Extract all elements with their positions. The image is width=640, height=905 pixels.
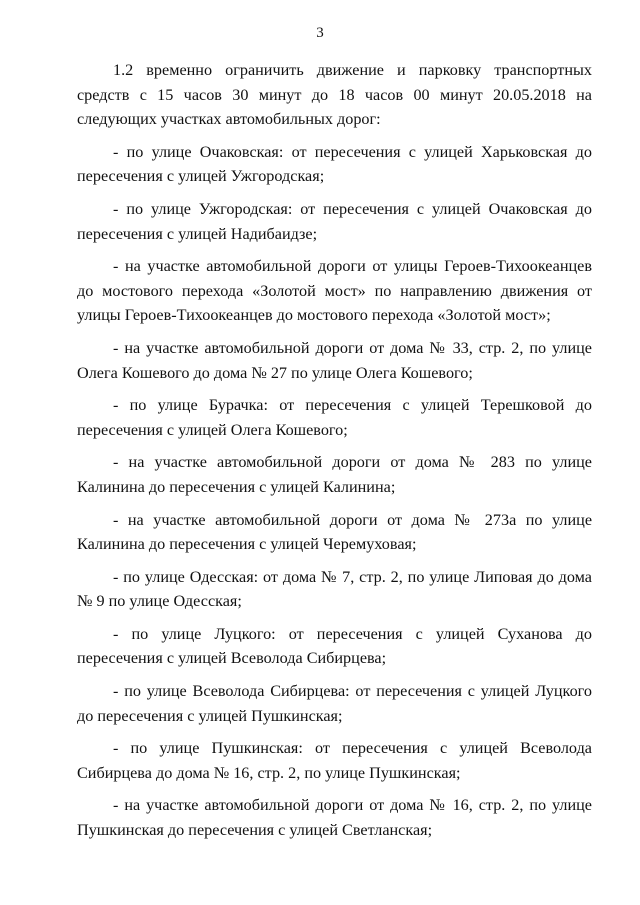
document-body xyxy=(77,58,592,851)
paragraph-sibirtseva: - по улице Всеволода Сибирцева: от пересечения с улицей Луцкого до пересечения с улицей Пушкинская; xyxy=(77,682,592,725)
paragraph-kalinina-283: - на участке автомобильной дороги от дома № 283 по улице Калинина до пересечения с улицей Калинина; xyxy=(77,453,592,496)
paragraph-kosheva: - на участке автомобильной дороги от дома № 33, стр. 2, по улице Олега Кошевого до дома № 27 по улице Олега Кошевого; xyxy=(77,338,592,382)
paragraph-lutskogo: - по улице Луцкого: от пересечения с улицей Суханова до пересечения с улицей Всеволода Сибирцева; xyxy=(77,624,592,668)
paragraph-kalinina-273a: - на участке автомобильной дороги от дома № 273а по улице Калинина до пересечения с улицей Черемуховая; xyxy=(77,510,592,554)
paragraph-uzhgorodskaya: - по улице Ужгородская: от пересечения с улицей Очаковская до пересечения с улицей Надибаидзе; xyxy=(77,199,592,243)
paragraph-odesskaya: - по улице Одесская: от дома № 7, стр. 2, по улице Липовая до дома № 9 по улице Одесская; xyxy=(77,567,592,611)
paragraph-1-2: 1.2 временно ограничить движение и парковку транспортных средств с 15 часов 30 минут до 18 часов 00 минут 20.05.2018 на следующих участках автомобильных дорог: xyxy=(77,61,592,129)
paragraph-ochakovskaya: - по улице Очаковская: от пересечения с улицей Харьковская до пересечения с улицей Ужгородская; xyxy=(77,142,592,186)
paragraph-svetlanskaya: - на участке автомобильной дороги от дома № 16, стр. 2, по улице Пушкинская до пересечения с улицей Светланская; xyxy=(77,796,592,840)
paragraph-pushkinskaya: - по улице Пушкинская: от пересечения с улицей Всеволода Сибирцева до дома № 16, стр. 2, по улице Пушкинская; xyxy=(77,739,592,782)
page-number: 3 xyxy=(316,25,324,41)
paragraph-burachka: - по улице Бурачка: от пересечения с улицей Терешковой до пересечения с улицей Олега Кошевого; xyxy=(77,396,592,439)
paragraph-golden-bridge: - на участке автомобильной дороги от улицы Героев-Тихоокеанцев до мостового перехода «Золотой мост» по направлению движения от улицы Героев-Тихоокеанцев до мостового перехода «Золотой мост»; xyxy=(77,257,592,325)
